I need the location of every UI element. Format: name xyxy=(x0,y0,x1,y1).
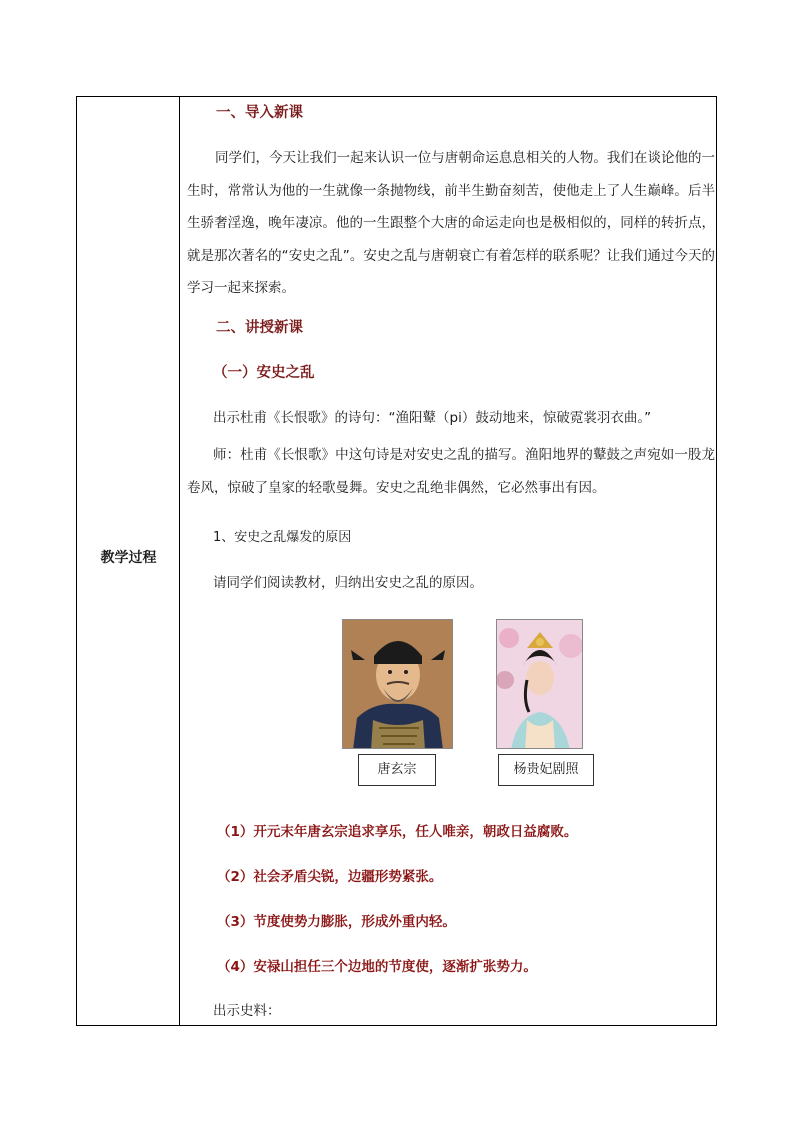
cause-title: 1、安史之乱爆发的原因 xyxy=(213,530,352,545)
cause-item: （3）节度使势力膨胀，形成外重内轻。 xyxy=(217,914,456,930)
cause-item: （2）社会矛盾尖锐，边疆形势紧张。 xyxy=(217,869,443,885)
intro-heading: 一、导入新课 xyxy=(216,105,303,121)
label-cell xyxy=(77,97,180,1025)
lecture-heading: 二、讲授新课 xyxy=(216,320,303,336)
emperor-portrait-icon xyxy=(342,619,453,749)
instruction: 请同学们阅读教材，归纳出安史之乱的原因。 xyxy=(213,575,483,591)
consort-photo-icon xyxy=(496,619,583,749)
emperor-caption: 唐玄宗 xyxy=(358,754,436,786)
closing-line: 出示史料： xyxy=(213,1003,281,1019)
content-cell xyxy=(180,97,716,1025)
teacher-paragraph: 师：杜甫《长恨歌》中这句诗是对安史之乱的描写。渔阳地界的鼙鼓之声宛如一股龙卷风，惊破了皇家的轻歌曼舞。安史之乱绝非偶然，它必然事出有因。 xyxy=(187,447,715,496)
teaching-process-label: 教学过程 xyxy=(100,550,157,566)
lesson-table xyxy=(76,96,717,1026)
cause-item: （1）开元末年唐玄宗追求享乐，任人唯亲，朝政日益腐败。 xyxy=(217,824,578,840)
intro-paragraph: 同学们，今天让我们一起来认识一位与唐朝命运息息相关的人物。我们在谈论他的一生时，常常认为他的一生就像一条抛物线，前半生勤奋刻苦，使他走上了人生巅峰。后半生骄奢淫逸，晚年凄凉。他的一生跟整个大唐的命运走向也是极相似的，同样的转折点，就是那次著名的“安史之乱”。安史之乱与唐朝衰亡有着怎样的联系呢？让我们通过今天的学习一起来探索。 xyxy=(187,150,715,296)
poem-line: 出示杜甫《长恨歌》的诗句：“渔阳鼙（pi）鼓动地来，惊破霓裳羽衣曲。” xyxy=(213,410,652,426)
sub-heading: （一）安史之乱 xyxy=(213,365,315,381)
cause-item: （4）安禄山担任三个边地的节度使，逐渐扩张势力。 xyxy=(217,959,537,975)
consort-caption: 杨贵妃剧照 xyxy=(498,754,594,786)
